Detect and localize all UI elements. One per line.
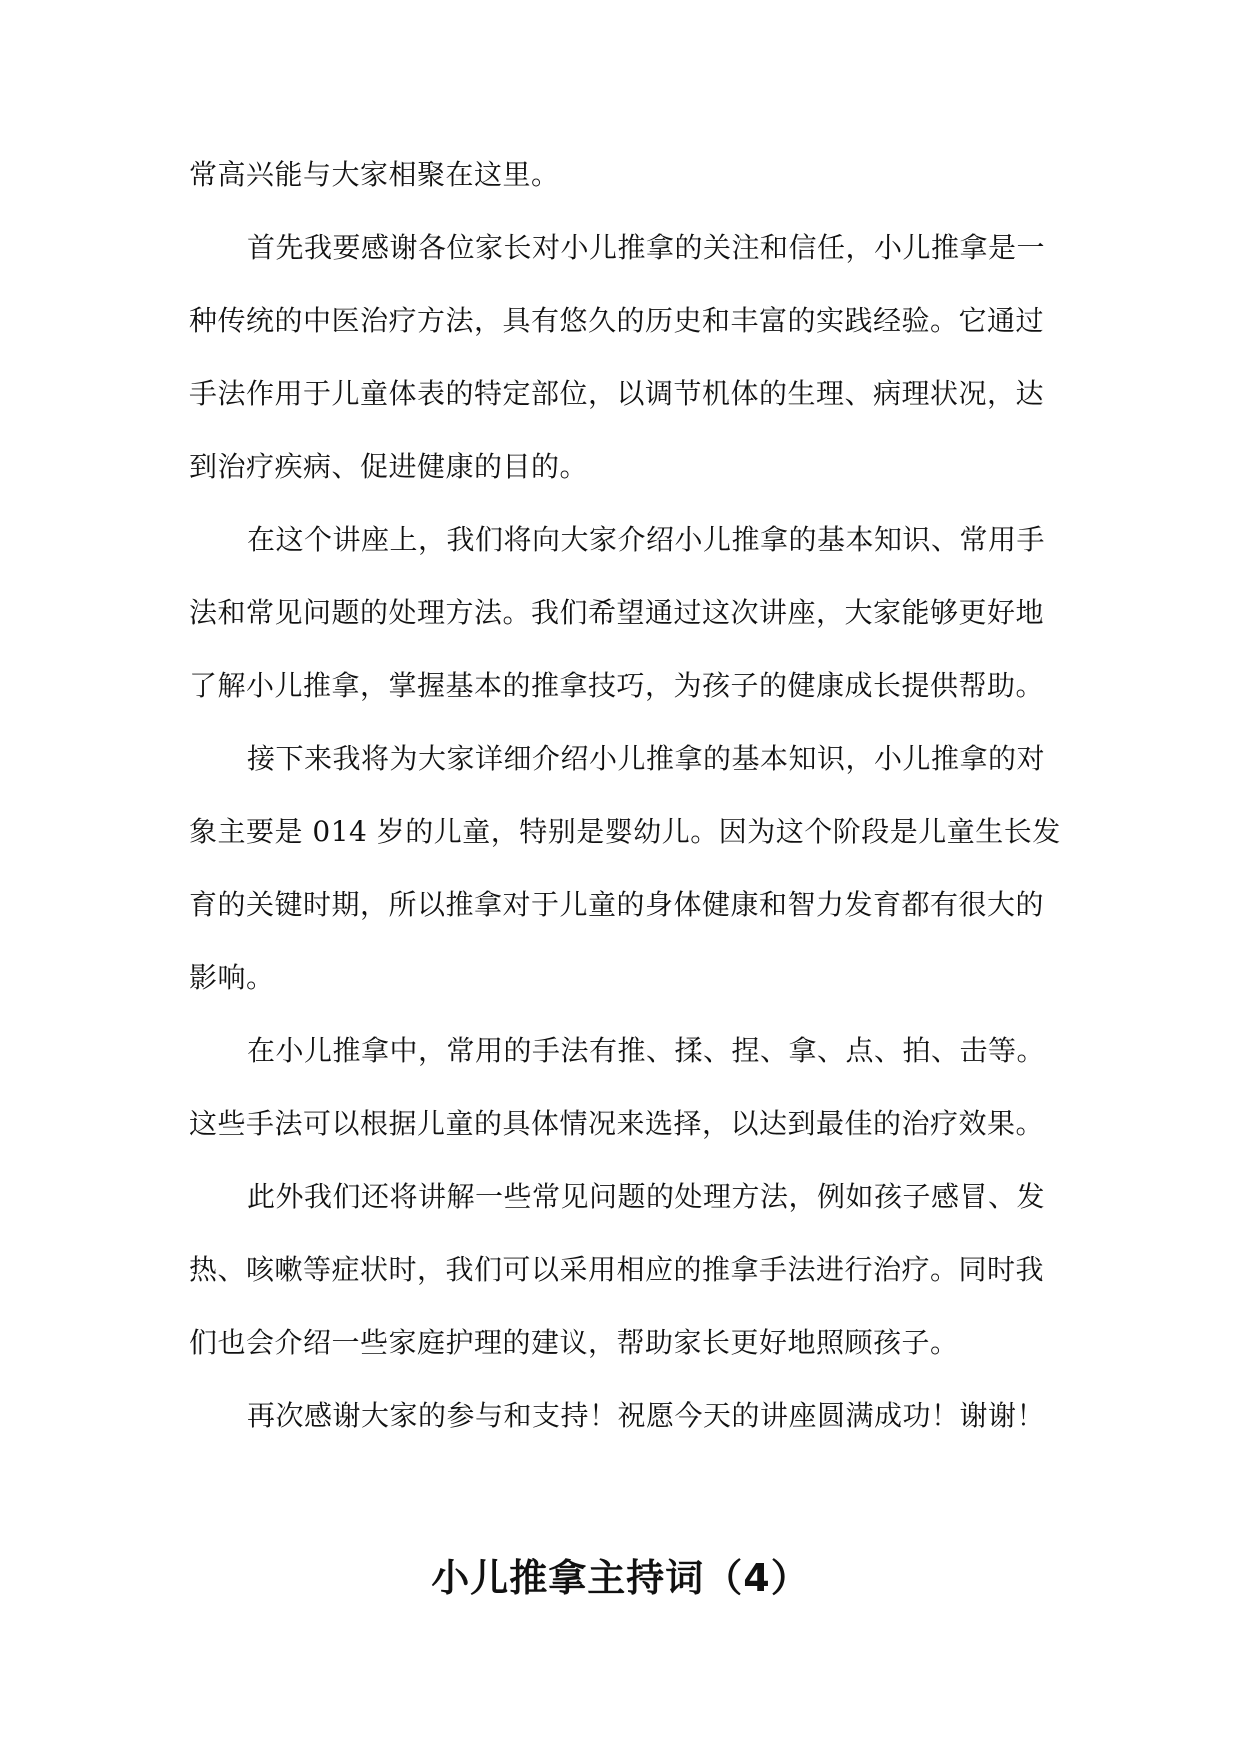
text-line: 育的关键时期，所以推拿对于儿童的身体健康和智力发育都有很大的	[189, 888, 1045, 921]
text-line: 手法作用于儿童体表的特定部位，以调节机体的生理、病理状况，达	[189, 377, 1045, 410]
text-line: 法和常见问题的处理方法。我们希望通过这次讲座，大家能够更好地	[189, 596, 1045, 629]
paragraph-start-line: 此外我们还将讲解一些常见问题的处理方法，例如孩子感冒、发	[247, 1180, 1046, 1213]
text-line: 热、咳嗽等症状时，我们可以采用相应的推拿手法进行治疗。同时我	[189, 1253, 1045, 1286]
text-line: 这些手法可以根据儿童的具体情况来选择，以达到最佳的治疗效果。	[189, 1107, 1045, 1140]
text-line: 影响。	[189, 961, 275, 994]
document-body	[189, 138, 1059, 1452]
text-line: 象主要是 014 岁的儿童，特别是婴幼儿。因为这个阶段是儿童生长发	[189, 815, 1061, 848]
paragraph-start-line: 在这个讲座上，我们将向大家介绍小儿推拿的基本知识、常用手	[247, 523, 1046, 556]
text-line: 种传统的中医治疗方法，具有悠久的历史和丰富的实践经验。它通过	[189, 304, 1045, 337]
paragraph-start-line: 首先我要感谢各位家长对小儿推拿的关注和信任，小儿推拿是一	[247, 231, 1046, 264]
text-line: 们也会介绍一些家庭护理的建议，帮助家长更好地照顾孩子。	[189, 1326, 959, 1359]
paragraph-start-line: 在小儿推拿中，常用的手法有推、揉、捏、拿、点、拍、击等。	[247, 1034, 1046, 1067]
text-line: 了解小儿推拿，掌握基本的推拿技巧，为孩子的健康成长提供帮助。	[189, 669, 1045, 702]
text-line: 常高兴能与大家相聚在这里。	[189, 158, 560, 191]
paragraph-start-line: 接下来我将为大家详细介绍小儿推拿的基本知识，小儿推拿的对	[247, 742, 1046, 775]
text-line: 到治疗疾病、促进健康的目的。	[189, 450, 589, 483]
paragraph-start-line: 再次感谢大家的参与和支持！祝愿今天的讲座圆满成功！谢谢！	[247, 1399, 1046, 1432]
section-heading: 小儿推拿主持词（4）	[431, 1556, 810, 1600]
